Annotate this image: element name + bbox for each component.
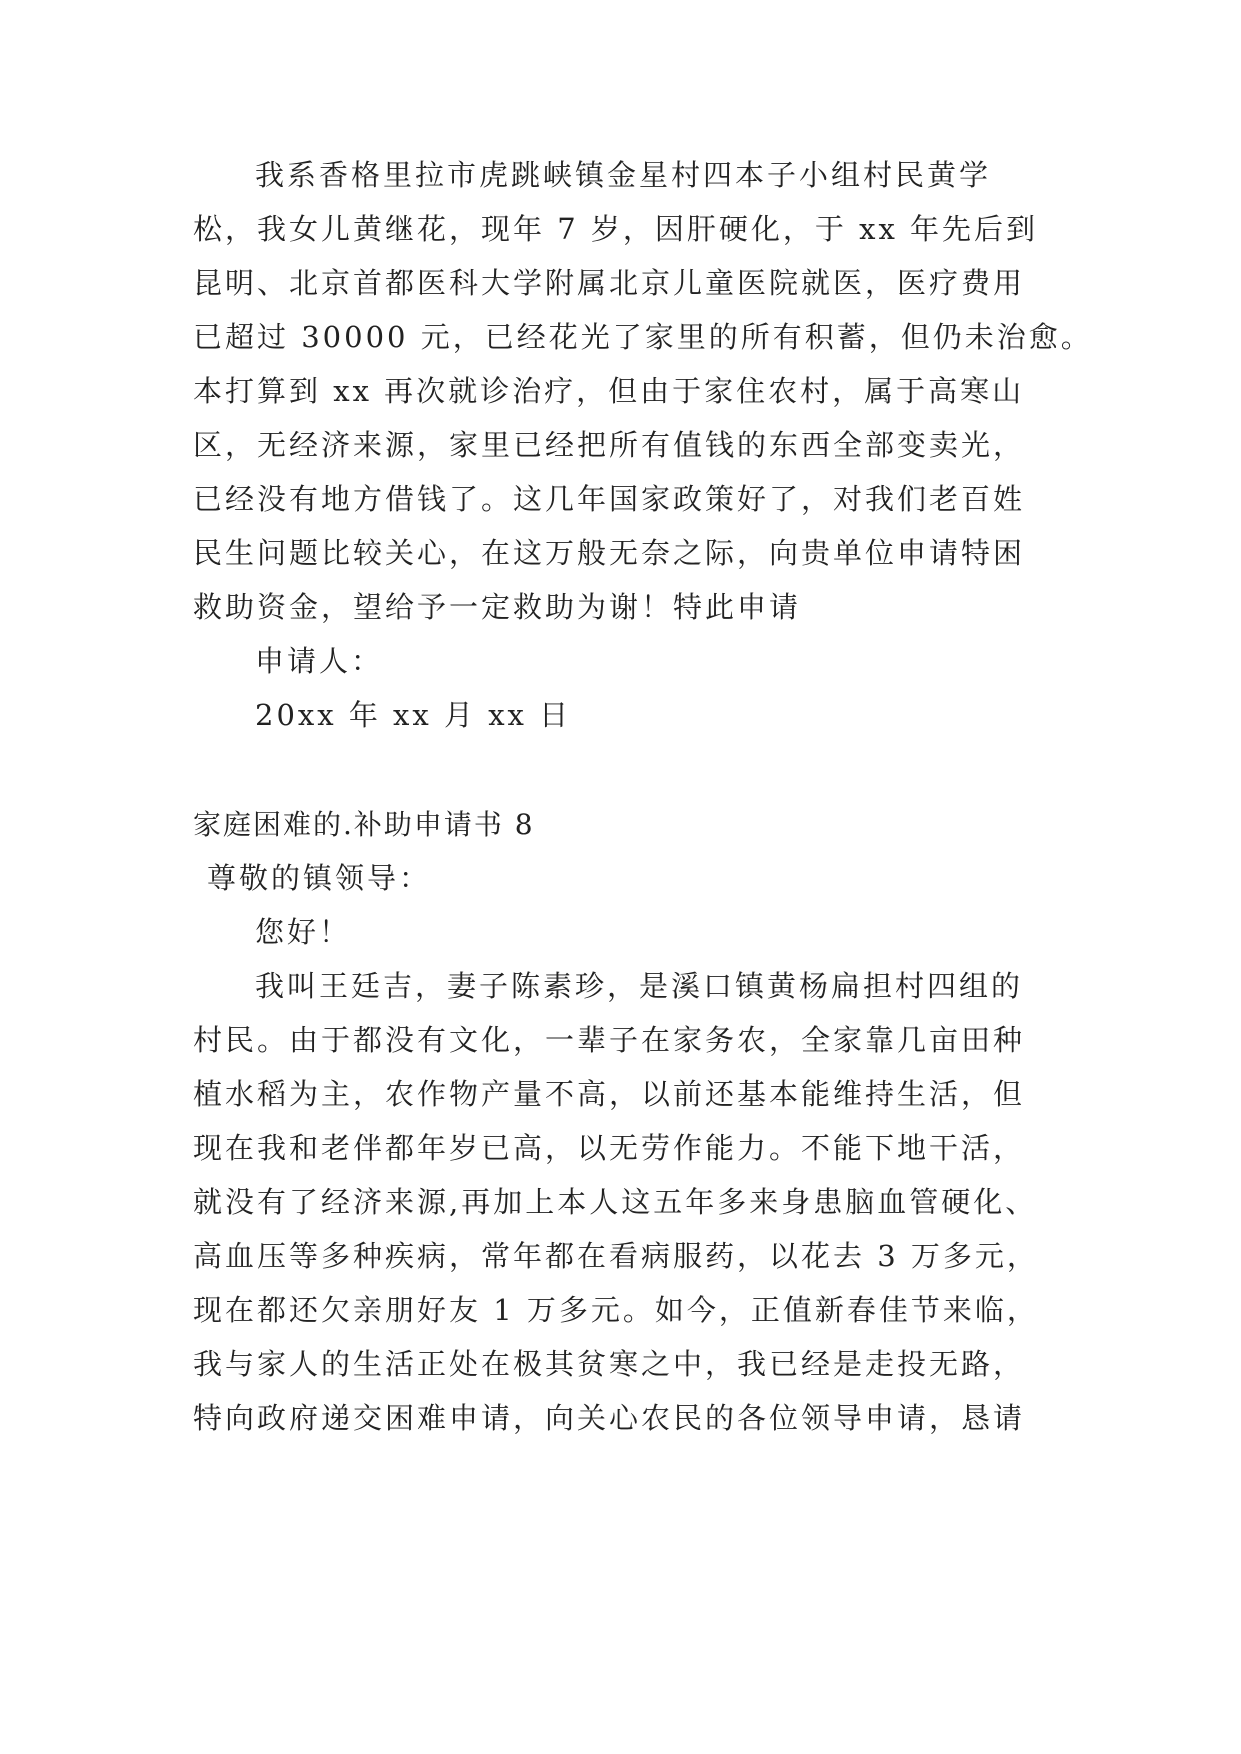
paragraph-line: 本打算到 xx 再次就诊治疗，但由于家住农村，属于高寒山 xyxy=(193,374,1025,408)
paragraph-line: 我叫王廷吉，妻子陈素珍，是溪口镇黄杨扁担村四组的 xyxy=(255,969,1024,1003)
paragraph-line: 村民。由于都没有文化，一辈子在家务农，全家靠几亩田种 xyxy=(193,1023,1026,1057)
paragraph-line: 已超过 30000 元，已经花光了家里的所有积蓄，但仍未治愈。 xyxy=(193,320,1093,354)
paragraph-line: 救助资金，望给予一定救助为谢！特此申请 xyxy=(193,590,802,624)
date-line: 20xx 年 xx 月 xx 日 xyxy=(255,698,572,732)
paragraph-line: 已经没有地方借钱了。这几年国家政策好了，对我们老百姓 xyxy=(193,482,1026,516)
paragraph-line: 区，无经济来源，家里已经把所有值钱的东西全部变卖光， xyxy=(193,428,1026,462)
paragraph-line: 现在我和老伴都年岁已高，以无劳作能力。不能下地干活， xyxy=(193,1131,1026,1165)
paragraph-line: 就没有了经济来源,再加上本人这五年多来身患脑血管硬化、 xyxy=(193,1185,1038,1219)
salutation: 尊敬的镇领导： xyxy=(207,861,432,895)
section-heading: 家庭困难的.补助申请书 8 xyxy=(193,808,535,841)
paragraph-line: 松，我女儿黄继花，现年 7 岁，因肝硬化，于 xx 年先后到 xyxy=(193,212,1039,246)
paragraph-line: 我系香格里拉市虎跳峡镇金星村四本子小组村民黄学 xyxy=(255,158,992,192)
paragraph-line: 高血压等多种疾病，常年都在看病服药，以花去 3 万多元， xyxy=(193,1239,1039,1273)
greeting: 您好！ xyxy=(255,915,352,949)
applicant-label: 申请人： xyxy=(255,644,384,678)
paragraph-line: 特向政府递交困难申请，向关心农民的各位领导申请，恳请 xyxy=(193,1401,1026,1435)
paragraph-line: 昆明、北京首都医科大学附属北京儿童医院就医，医疗费用 xyxy=(193,266,1026,300)
paragraph-line: 植水稻为主，农作物产量不高，以前还基本能维持生活，但 xyxy=(193,1077,1026,1111)
paragraph-line: 民生问题比较关心，在这万般无奈之际，向贵单位申请特困 xyxy=(193,536,1026,570)
paragraph-line: 现在都还欠亲朋好友 1 万多元。如今，正值新春佳节来临， xyxy=(193,1293,1039,1327)
paragraph-line: 我与家人的生活正处在极其贫寒之中，我已经是走投无路， xyxy=(193,1347,1026,1381)
